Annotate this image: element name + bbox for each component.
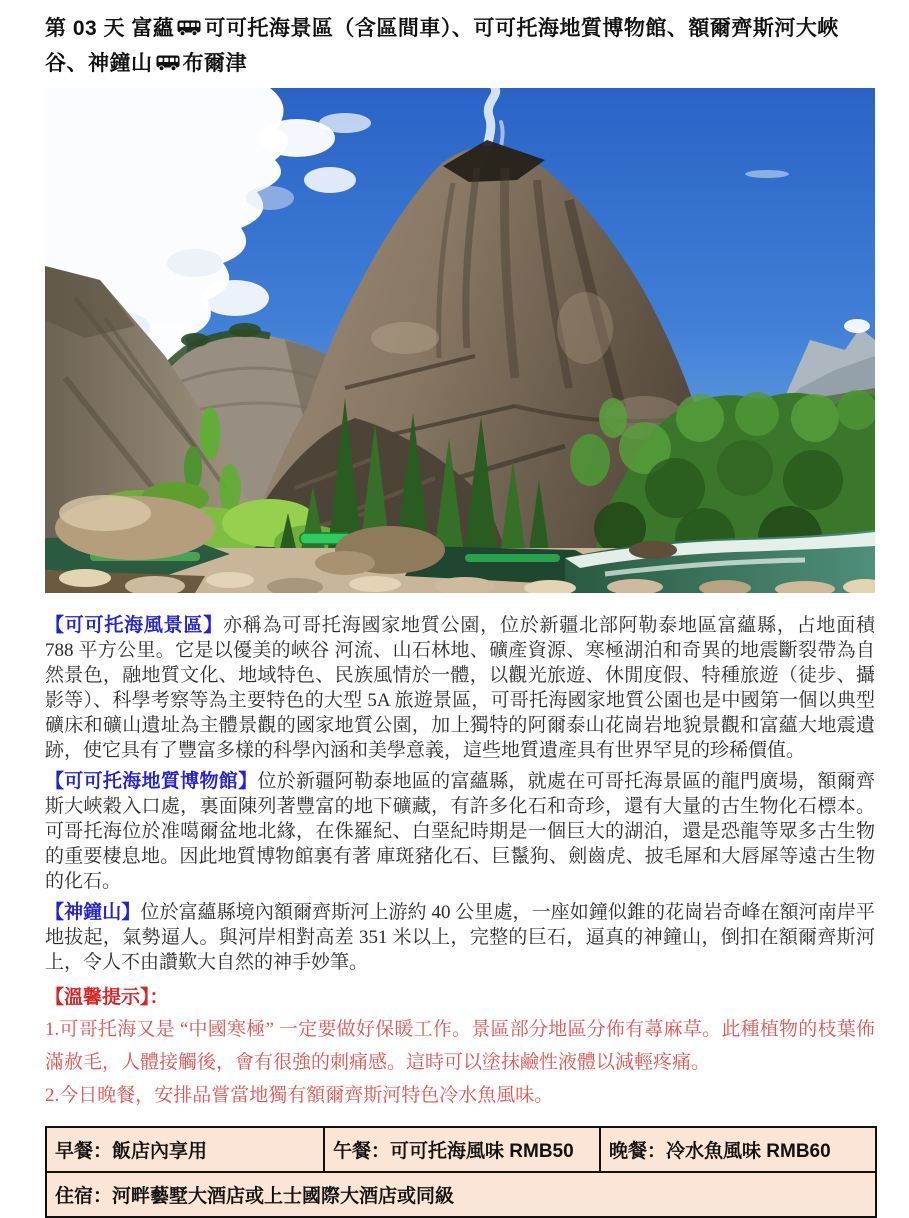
tips-header-colon: ： bbox=[149, 987, 169, 1008]
section-body: 亦稱為可哥托海國家地質公園，位於新疆北部阿勒泰地區富蘊縣，占地面積 788 平方公里。它是以優美的峽谷 河流、山石林地、礦產資源、寒極湖泊和奇異的地震斷裂帶為自然景色，融地質文化、地域特色、民族風情於一體，以觀光旅遊、休閒度假、特種旅遊（徒步、攝影等）、科學考察等為主要特色的大型 5A 旅遊景區，可哥托海國家地質公園也是中國第一個以典型礦床和礦山遺址為主體景觀的國家地質公園，加上獨特的阿爾泰山花崗岩地貌景觀和富蘊大地震遺跡，使它具有了豐富多樣的科學內涵和美學意義，這些地質遺產具有世界罕見的珍稀價值。 bbox=[45, 615, 875, 761]
breakfast-cell: 早餐：飯店內享用 bbox=[46, 1127, 324, 1172]
bus-icon bbox=[156, 48, 180, 82]
lodging-cell: 住宿：河畔藝墅大酒店或上士國際大酒店或同級 bbox=[46, 1172, 876, 1217]
section-body: 位於新疆阿勒泰地區的富蘊縣，就處在可哥托海景區的龍門廣場，額爾齊斯大峽穀入口處，裏面陳列著豐富的地下礦藏，有許多化石和奇珍，還有大量的古生物化石標本。可哥托海位於准噶爾盆地北緣，在侏羅紀、白堊紀時期是一個巨大的湖泊，還是恐龍等眾多古生物的重要棲息地。因此地質博物館裏有著 庫斑豬化石、巨鬣狗、劍齒虎、披毛犀和大唇犀等遠古生物的化石。 bbox=[45, 771, 875, 892]
lunch-cell: 午餐：可可托海風味 RMB50 bbox=[324, 1127, 600, 1172]
warm-tips bbox=[45, 983, 875, 1112]
tips-header bbox=[45, 983, 875, 1013]
meals-table bbox=[45, 1126, 877, 1218]
tips-header-text: 【溫馨提示】 bbox=[45, 987, 150, 1008]
day-title-seg2: 可可托海景區（含區間車）、可可托海地質博物館、額爾齊斯河大峽谷、神鐘山 bbox=[45, 17, 839, 75]
dinner-cell: 晚餐：冷水魚風味 RMB60 bbox=[600, 1127, 876, 1172]
scenery-photo bbox=[45, 88, 875, 593]
bell-mountain-photo bbox=[45, 88, 875, 593]
section-body: 位於富蘊縣境內額爾齊斯河上游約 40 公里處，一座如鐘似錐的花崗岩奇峰在額河南岸平地拔起，氣勢逼人。與河岸相對高差 351 米以上，完整的巨石，逼真的神鐘山，倒扣在額爾齊斯河上，令人不由讚歎大自然的神手妙筆。 bbox=[45, 902, 875, 973]
section-paragraph-geology-museum bbox=[45, 769, 875, 894]
day-title-seg3: 布爾津 bbox=[182, 52, 247, 75]
section-header: 【可可托海地質博物館】 bbox=[45, 771, 258, 792]
bus-icon bbox=[177, 13, 201, 47]
section-header: 【神鐘山】 bbox=[45, 902, 141, 923]
section-paragraph-bell-mountain bbox=[45, 900, 875, 975]
day-title-seg1: 第 03 天 富蘊 bbox=[45, 17, 175, 40]
day-title bbox=[45, 12, 875, 82]
section-header: 【可可托海風景區】 bbox=[45, 615, 224, 636]
tips-item-1: 1.可哥托海又是 “中國寒極” 一定要做好保暖工作。景區部分地區分佈有蕁麻草。此種植物的枝葉佈滿赦毛，人體接觸後，會有很強的刺痛感。這時可以塗抹鹼性液體以減輕疼痛。 bbox=[45, 1019, 875, 1073]
section-paragraph-scenic-area bbox=[45, 613, 875, 763]
lodging-row bbox=[46, 1172, 876, 1217]
tips-item-2: 2.今日晚餐，安排品嘗當地獨有額爾齊斯河特色冷水魚風味。 bbox=[45, 1085, 554, 1106]
meals-row bbox=[46, 1127, 876, 1172]
